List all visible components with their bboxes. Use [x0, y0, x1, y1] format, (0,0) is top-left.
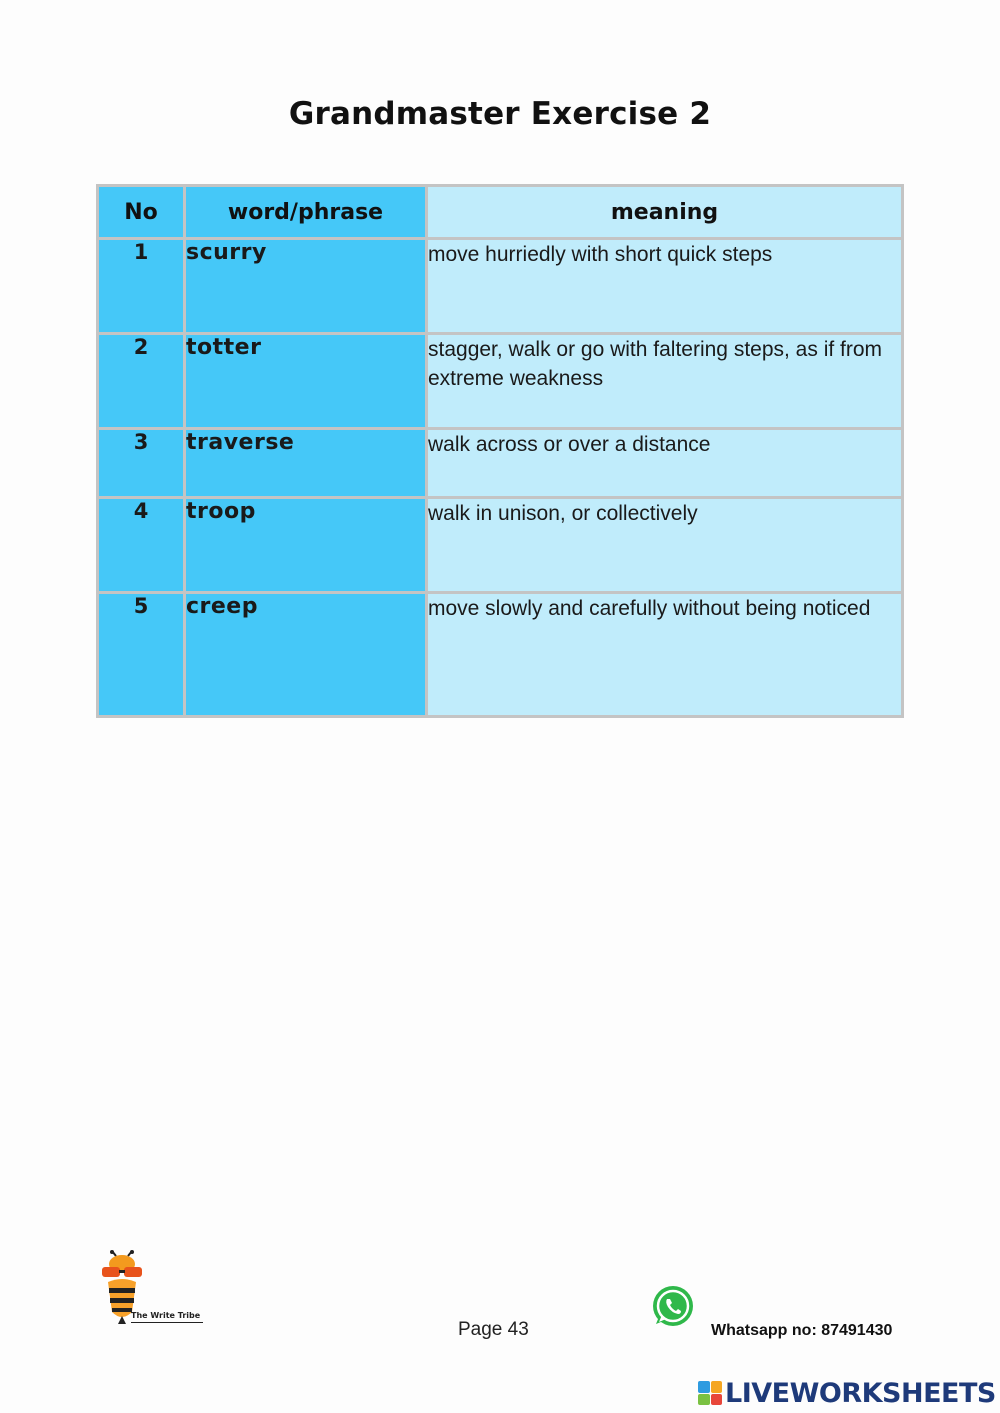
- table-row: [98, 498, 903, 593]
- whatsapp-number: Whatsapp no: 87491430: [711, 1322, 893, 1339]
- row-word: traverse: [185, 429, 427, 498]
- row-number: 3: [98, 429, 185, 498]
- table-row: [98, 239, 903, 334]
- row-meaning: walk in unison, or collectively: [427, 498, 903, 593]
- row-meaning: move hurriedly with short quick steps: [427, 239, 903, 334]
- vocabulary-table: [96, 184, 904, 718]
- row-word: troop: [185, 498, 427, 593]
- table-row: [98, 429, 903, 498]
- whatsapp-icon: [650, 1284, 696, 1330]
- row-meaning: stagger, walk or go with faltering steps, as if from extreme weakness: [427, 334, 903, 429]
- page-number: Page 43: [458, 1319, 529, 1340]
- table-header-row: [98, 186, 903, 239]
- logo-text: The Write Tribe: [131, 1311, 203, 1323]
- row-word: creep: [185, 593, 427, 717]
- table-row: [98, 593, 903, 717]
- liveworksheets-brand: LIVEWORKSHEETS: [725, 1377, 996, 1409]
- row-meaning: walk across or over a distance: [427, 429, 903, 498]
- row-number: 4: [98, 498, 185, 593]
- row-number: 5: [98, 593, 185, 717]
- row-number: 1: [98, 239, 185, 334]
- row-word: totter: [185, 334, 427, 429]
- row-word: scurry: [185, 239, 427, 334]
- page-title: Grandmaster Exercise 2: [288, 96, 712, 132]
- header-no: No: [98, 186, 185, 239]
- liveworksheets-mark-icon: [698, 1381, 722, 1405]
- header-meaning: meaning: [427, 186, 903, 239]
- row-number: 2: [98, 334, 185, 429]
- header-word: word/phrase: [185, 186, 427, 239]
- row-meaning: move slowly and carefully without being noticed: [427, 593, 903, 717]
- table-row: [98, 334, 903, 429]
- liveworksheets-logo: [698, 1378, 996, 1408]
